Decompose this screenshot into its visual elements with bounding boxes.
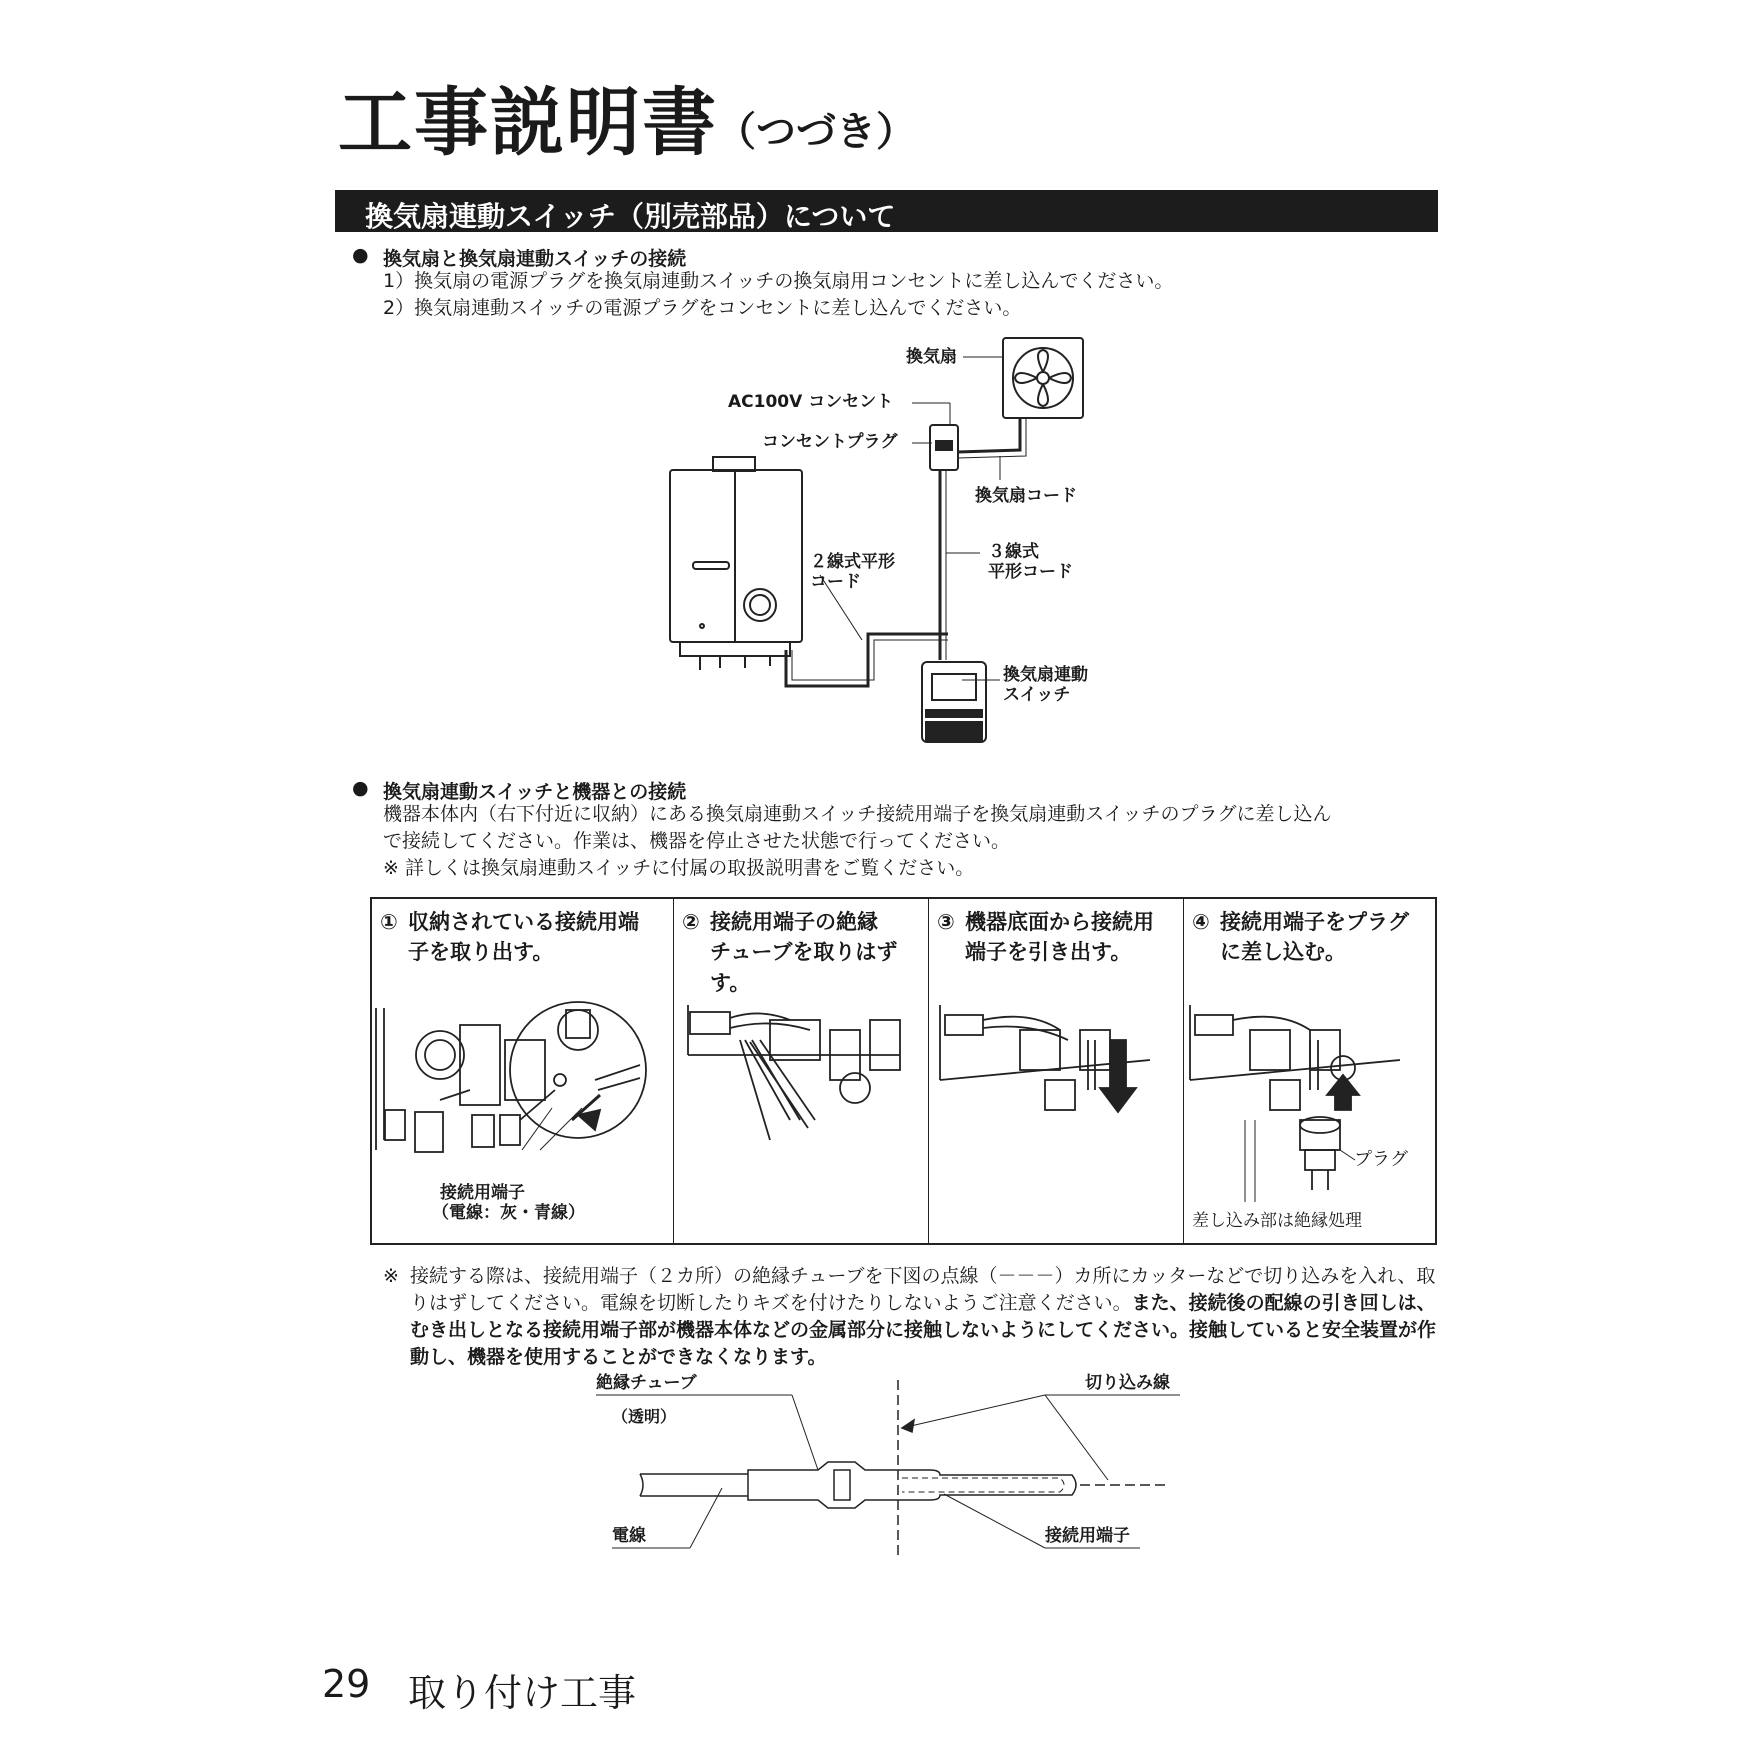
footer-section: 取り付け工事 bbox=[408, 1671, 637, 1715]
label-cord2-line2: コード bbox=[810, 572, 861, 592]
label-cord3-line2: 平形コード bbox=[988, 562, 1073, 582]
section-title: 換気扇連動スイッチ（別売部品）について bbox=[365, 200, 896, 233]
step-3-title: ③ 機器底面から接続用 端子を引き出す。 bbox=[937, 910, 1154, 965]
connection2-line-2: で接続してください。作業は、機器を停止させた状態で行ってください。 bbox=[383, 830, 1011, 852]
label-outlet: AC100V コンセント bbox=[728, 392, 894, 412]
connection2-heading: 換気扇連動スイッチと機器との接続 bbox=[383, 781, 687, 803]
label-cord3-line1: ３線式 bbox=[988, 542, 1039, 562]
label-fan-cord: 換気扇コード bbox=[975, 486, 1077, 506]
label-tube-clear: （透明） bbox=[612, 1407, 677, 1426]
connection2-line-1: 機器本体内（右下付近に収納）にある換気扇連動スイッチ接続用端子を換気扇連動スイッチのプラグに差し込ん bbox=[383, 803, 1332, 825]
label-terminal-wires: （電線：灰・青線） bbox=[432, 1203, 585, 1223]
bullet-icon: ● bbox=[352, 777, 369, 799]
label-insulation: 差し込み部は絶縁処理 bbox=[1192, 1211, 1362, 1231]
label-switch-line2: スイッチ bbox=[1003, 685, 1071, 705]
label-tube: 絶縁チューブ bbox=[596, 1373, 697, 1393]
bullet-icon: ● bbox=[352, 244, 369, 266]
page-title: 工事説明書 bbox=[338, 80, 718, 166]
label-terminal: 接続用端子 bbox=[440, 1183, 525, 1203]
label-terminal-2: 接続用端子 bbox=[1045, 1526, 1130, 1546]
label-wire: 電線 bbox=[612, 1526, 646, 1546]
caution-bold: また、接続後の配線の引き回しは、むき出しとなる接続用端子部が機器本体などの金属部分に接触しないようにしてください。接触していると安全装置が作動し、機器を使用することができなくなります。 bbox=[410, 1292, 1437, 1369]
page-number: 29 bbox=[322, 1662, 371, 1706]
label-cut-line: 切り込み線 bbox=[1085, 1373, 1170, 1393]
connection1-step-2: 2）換気扇連動スイッチの電源プラグをコンセントに差し込んでください。 bbox=[383, 297, 1022, 319]
connection2-note: ※ 詳しくは換気扇連動スイッチに付属の取扱説明書をご覧ください。 bbox=[383, 857, 975, 879]
label-switch-line1: 換気扇連動 bbox=[1003, 665, 1088, 685]
step-1-title: ① 収納されている接続用端 子を取り出す。 bbox=[380, 910, 639, 965]
caution-normal: 接続する際は、接続用端子（２カ所）の絶縁チューブを下図の点線（－－－）カ所にカッターなどで切り込みを入れ、取りはずしてください。電線を切断したりキズを付けたりしないようご注意ください。 bbox=[410, 1265, 1436, 1315]
label-cord2-line1: ２線式平形 bbox=[810, 552, 895, 572]
label-fan: 換気扇 bbox=[906, 347, 957, 367]
step-2-title: ② 接続用端子の絶縁 チューブを取りはず す。 bbox=[682, 910, 898, 995]
connection1-step-1: 1）換気扇の電源プラグを換気扇連動スイッチの換気扇用コンセントに差し込んでください。 bbox=[383, 270, 1174, 292]
connection1-heading: 換気扇と換気扇連動スイッチの接続 bbox=[383, 248, 687, 270]
caution-mark: ※ bbox=[383, 1265, 399, 1287]
label-plug: コンセントプラグ bbox=[762, 432, 898, 452]
arrow-icon bbox=[902, 1420, 914, 1432]
page-subtitle: （つづき） bbox=[716, 109, 916, 155]
step-4-title: ④ 接続用端子をプラグ に差し込む。 bbox=[1192, 910, 1409, 965]
label-plug-step4: プラグ bbox=[1354, 1149, 1408, 1170]
